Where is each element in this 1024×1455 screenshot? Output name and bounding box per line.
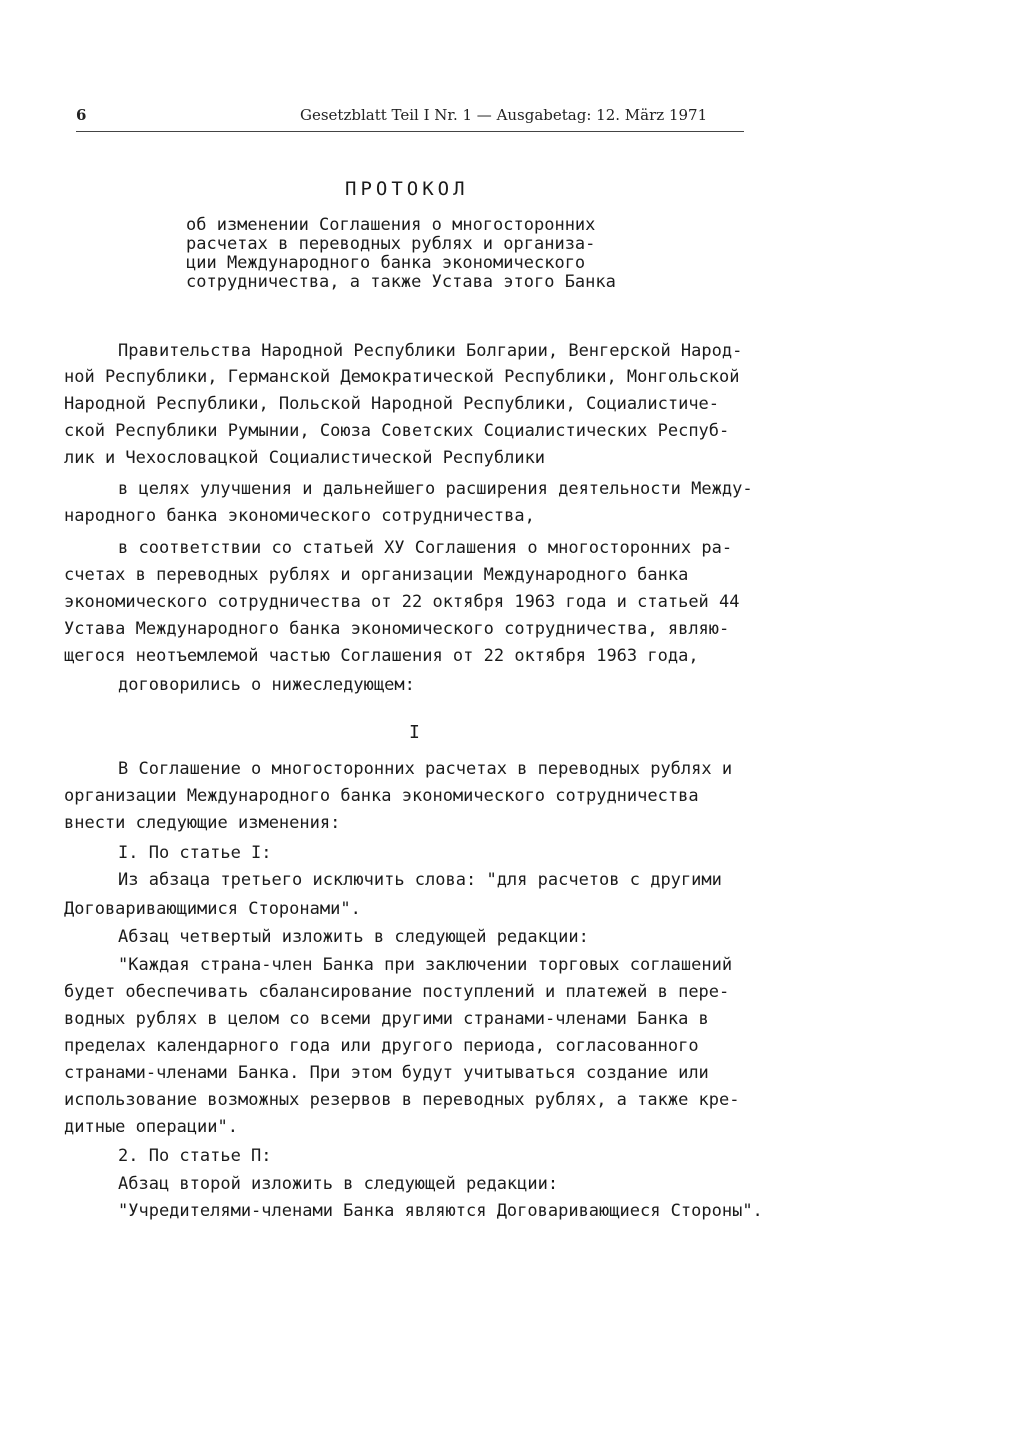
document-title: ПРОТОКОЛ	[345, 178, 469, 200]
preamble-line: в целях улучшения и дальнейшего расширения деятельности Между-	[118, 479, 753, 499]
preamble-line: экономического сотрудничества от 22 октября 1963 года и статьей 44	[64, 592, 740, 612]
subtitle-line: ции Международного банка экономического	[186, 253, 586, 273]
body-line: внести следующие изменения:	[64, 813, 341, 833]
preamble-line: Правительства Народной Республики Болгарии, Венгерской Народ-	[118, 341, 743, 361]
preamble-line: ской Республики Румынии, Союза Советских Социалистических Респуб-	[64, 421, 730, 441]
preamble-line: лик и Чехословацкой Социалистической Республики	[64, 448, 546, 468]
body-line: "Учредителями-членами Банка являются Договаривающиеся Стороны".	[118, 1201, 763, 1221]
preamble-line: Устава Международного банка экономического сотрудничества, являю-	[64, 619, 730, 639]
subtitle-line: об изменении Соглашения о многосторонних	[186, 215, 596, 235]
body-line: В Соглашение о многосторонних расчетах в переводных рублях и	[118, 759, 733, 779]
running-head: Gesetzblatt Teil I Nr. 1 — Ausgabetag: 12. März 1971	[300, 106, 708, 124]
body-line: странами-членами Банка. При этом будут учитываться создание или	[64, 1063, 709, 1083]
body-line: "Каждая страна-член Банка при заключении торговых соглашений	[118, 955, 733, 975]
preamble-line: счетах в переводных рублях и организации Международного банка	[64, 565, 689, 585]
body-line: Договаривающимися Сторонами".	[64, 899, 361, 919]
section-number: I	[409, 722, 420, 743]
body-line: 2. По статье П:	[118, 1146, 272, 1166]
body-line: Из абзаца третьего исключить слова: "для расчетов с другими	[118, 870, 722, 890]
preamble-line: Народной Республики, Польской Народной Республики, Социалистиче-	[64, 394, 720, 414]
body-line: использование возможных резервов в переводных рублях, а также кре-	[64, 1090, 740, 1110]
body-line: Абзац четвертый изложить в следующей редакции:	[118, 927, 589, 947]
preamble-line: ной Республики, Германской Демократической Республики, Монгольской	[64, 367, 740, 387]
preamble-line: щегося неотъемлемой частью Соглашения от 22 октября 1963 года,	[64, 646, 699, 666]
subtitle-line: расчетах в переводных рублях и организа-	[186, 234, 596, 254]
document-subtitle	[186, 216, 616, 292]
body-line: организации Международного банка экономического сотрудничества	[64, 786, 699, 806]
header-rule	[76, 131, 744, 132]
body-line: I. По статье I:	[118, 843, 272, 863]
body-line: пределах календарного года или другого периода, согласованного	[64, 1036, 699, 1056]
preamble-line: в соответствии со статьей ХУ Соглашения о многосторонних ра-	[118, 538, 733, 558]
page-number: 6	[76, 106, 87, 124]
body-line: Абзац второй изложить в следующей редакции:	[118, 1174, 559, 1194]
preamble-line: договорились о нижеследующем:	[118, 675, 415, 695]
body-line: дитные операции".	[64, 1117, 238, 1137]
body-line: будет обеспечивать сбалансирование поступлений и платежей в пере-	[64, 982, 730, 1002]
preamble-line: народного банка экономического сотрудничества,	[64, 506, 535, 526]
body-line: водных рублях в целом со всеми другими странами-членами Банка в	[64, 1009, 709, 1029]
page-header	[76, 106, 744, 130]
subtitle-line: сотрудничества, а также Устава этого Банка	[186, 272, 616, 292]
